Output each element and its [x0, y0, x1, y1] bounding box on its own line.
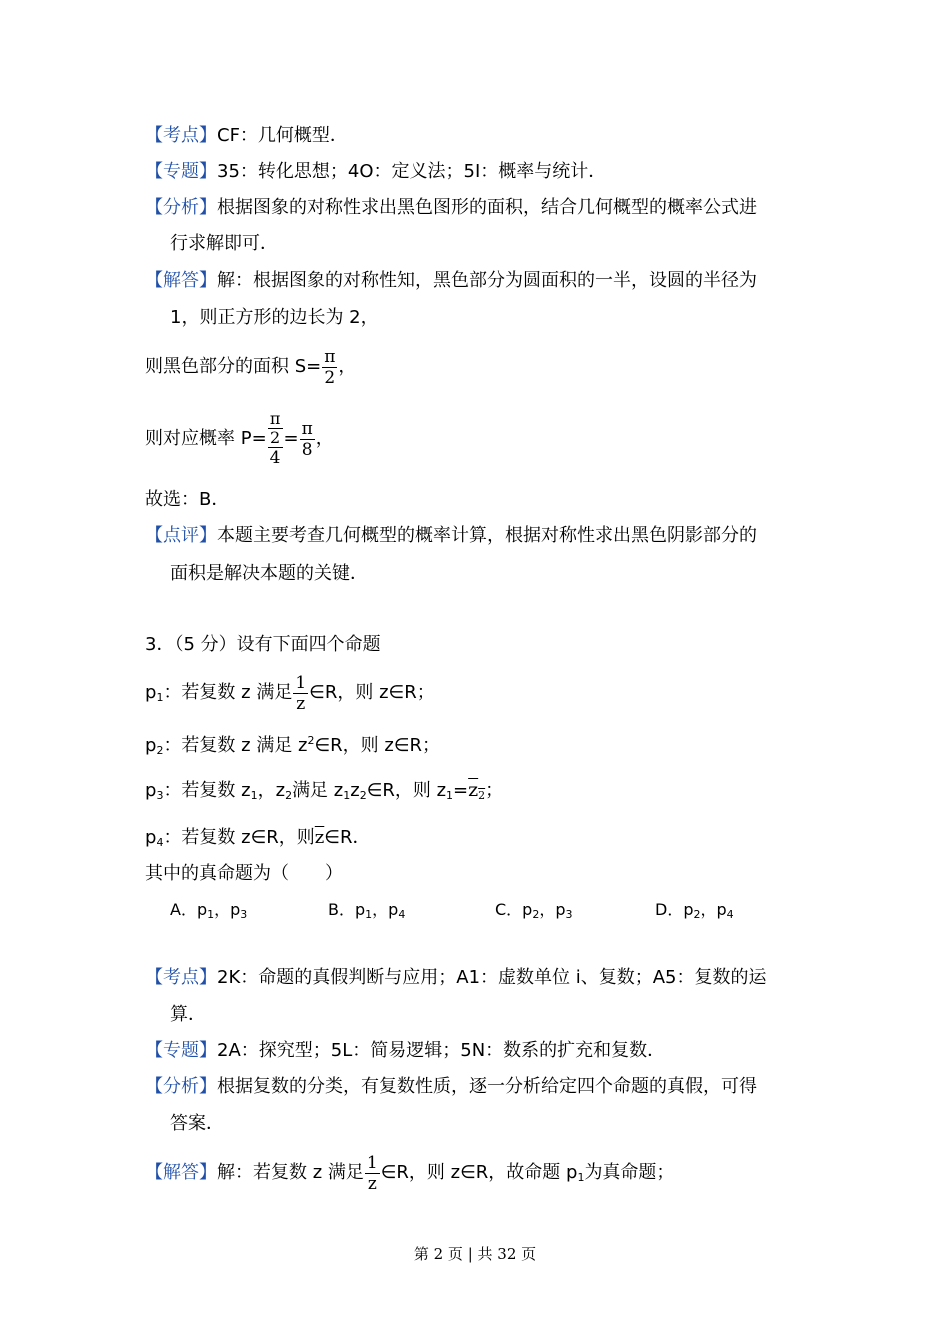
p4-text-end: ∈R． [324, 827, 371, 848]
dianping-text: 本题主要考查几何概型的概率计算，根据对称性求出黑色阴影部分的 [217, 525, 757, 546]
pi-over-2-fraction [322, 347, 337, 388]
kaodian-text-cont: 算． [170, 1004, 206, 1025]
question-ask: 其中的真命题为（ ） [145, 863, 343, 884]
question-stem: 3．（5 分）设有下面四个命题 [145, 634, 381, 655]
superscript: 2 [307, 734, 315, 747]
kaodian-line [145, 124, 348, 148]
fenxi-tag: 【分析】 [145, 1076, 217, 1097]
numerator: π [301, 418, 313, 439]
option-label: C．p [495, 900, 533, 919]
p3-text: 满足 z [292, 780, 344, 801]
p-label: p [145, 735, 157, 756]
p3-text: ：若复数 z [163, 780, 251, 801]
denominator: 8 [301, 439, 313, 460]
outer-denominator: 4 [269, 448, 281, 468]
jieda-text-post: ∈R，则 z∈R，故命题 p [380, 1162, 578, 1183]
jieda-line-3 [145, 1150, 674, 1196]
fenxi-tag: 【分析】 [145, 197, 217, 218]
option-c[interactable] [495, 899, 573, 926]
p2-text-end: ∈R，则 z∈R； [314, 735, 441, 756]
complex-fraction [268, 410, 283, 468]
p2-text: ：若复数 z 满足 z [163, 735, 308, 756]
kaodian-text: 2K：命题的真假判断与应用；A1：虚数单位 i、复数；A5：复数的运 [217, 967, 767, 988]
zhuanti-tag: 【专题】 [145, 161, 217, 182]
numerator: 1 [295, 672, 307, 693]
dianping-text-cont: 面积是解决本题的关键． [170, 563, 368, 584]
fenxi-text: 根据复数的分类，有复数性质，逐一分析给定四个命题的真假，可得 [217, 1076, 757, 1097]
subscript: 2 [532, 908, 540, 921]
p-subscript: 4 [156, 836, 164, 849]
proposition-p1 [145, 670, 435, 716]
equals: = [283, 428, 299, 449]
kaodian-text: CF：几何概型． [217, 125, 348, 146]
subscript: 1 [343, 789, 351, 802]
denominator: z [296, 693, 306, 714]
subscript: 1 [577, 1171, 585, 1184]
subscript: 1 [250, 789, 258, 802]
option-mid: ，p [700, 900, 727, 919]
subscript: 3 [565, 908, 573, 921]
prob-prefix: 则对应概率 P= [145, 428, 267, 449]
comma: ， [338, 356, 357, 377]
page-footer: 第 2 页 | 共 32 页 [413, 1245, 537, 1263]
p3-text: ∈R，则 z [366, 780, 447, 801]
jieda-text-cont: 1，则正方形的边长为 2， [170, 307, 379, 328]
jieda-tag: 【解答】 [145, 270, 217, 291]
probability-line [145, 404, 334, 474]
area-line [145, 344, 356, 390]
p4-text: ：若复数 z∈R，则 [163, 827, 315, 848]
p3-text: ，z [257, 780, 286, 801]
denominator: z [367, 1173, 377, 1194]
inner-denominator: 2 [269, 428, 281, 447]
option-a[interactable] [170, 899, 247, 926]
jieda-text: 解：根据图象的对称性知，黑色部分为圆面积的一半，设圆的半径为 [217, 270, 757, 291]
numerator: 1 [366, 1152, 378, 1173]
semicolon: ； [485, 780, 504, 801]
subscript: 3 [240, 908, 248, 921]
option-label: B．p [328, 900, 366, 919]
p-label: p [145, 780, 157, 801]
jieda-tag: 【解答】 [145, 1162, 217, 1183]
fenxi-line [145, 196, 757, 220]
pi-over-8-fraction [300, 419, 315, 460]
proposition-p3 [145, 778, 503, 808]
dianping-tag: 【点评】 [145, 525, 217, 546]
subscript: 1 [365, 908, 373, 921]
option-mid: ，p [214, 900, 241, 919]
p-subscript: 1 [156, 691, 164, 704]
area-prefix: 则黑色部分的面积 S= [145, 356, 322, 377]
fenxi-text-cont: 行求解即可． [170, 233, 278, 254]
conjugate-z: $\overline{z}$ [314, 827, 325, 848]
p-label: p [145, 682, 157, 703]
kaodian-tag: 【考点】 [145, 125, 217, 146]
zhuanti-text: 2A：探究型；5L：简易逻辑；5N：数系的扩充和复数． [217, 1040, 666, 1061]
subscript: 1 [207, 908, 215, 921]
zhuanti-line [145, 160, 606, 184]
subscript: 4 [726, 908, 734, 921]
option-label: D．p [655, 900, 694, 919]
denominator: 2 [324, 367, 336, 388]
option-mid: ，p [372, 900, 399, 919]
option-d[interactable] [655, 899, 734, 926]
inner-fraction [268, 410, 283, 447]
p1-text-end: ∈R，则 z∈R； [309, 682, 435, 703]
zhuanti-tag: 【专题】 [145, 1040, 217, 1061]
subscript: 2 [359, 789, 367, 802]
subscript: 1 [446, 789, 454, 802]
option-b[interactable] [328, 899, 405, 926]
option-mid: ，p [539, 900, 566, 919]
subscript: 4 [398, 908, 406, 921]
fenxi-text-cont: 答案． [170, 1113, 224, 1134]
p1-text: ：若复数 z 满足 [163, 682, 293, 703]
option-label: A．p [170, 900, 208, 919]
p-subscript: 3 [156, 789, 164, 802]
one-over-z-fraction [365, 1153, 380, 1194]
comma: ， [315, 428, 334, 449]
zhuanti-line-3 [145, 1039, 665, 1063]
subscript: 2 [693, 908, 701, 921]
answer-line: 故选：B． [145, 489, 230, 510]
proposition-p4 [145, 826, 370, 855]
subscript: 2 [285, 789, 293, 802]
p-subscript: 2 [156, 744, 164, 757]
equals: = [453, 780, 469, 801]
kaodian-line-3 [145, 966, 767, 990]
p-label: p [145, 827, 157, 848]
p3-text: z [350, 780, 360, 801]
zhuanti-text: 35：转化思想；4O：定义法；5I：概率与统计． [217, 161, 607, 182]
one-over-z-fraction [293, 673, 308, 714]
inner-numerator: π [269, 409, 281, 428]
fenxi-line-3 [145, 1075, 757, 1099]
jieda-text: 解：若复数 z 满足 [217, 1162, 364, 1183]
proposition-p2 [145, 729, 440, 763]
subscript: 2 [478, 789, 486, 802]
jieda-line [145, 269, 757, 293]
kaodian-tag: 【考点】 [145, 967, 217, 988]
dianping-line [145, 524, 757, 548]
fenxi-text: 根据图象的对称性求出黑色图形的面积，结合几何概型的概率公式进 [217, 197, 757, 218]
numerator: π [324, 346, 336, 367]
z: z [468, 779, 479, 801]
conjugate-z2 [468, 779, 485, 801]
jieda-text-end: 为真命题； [584, 1162, 675, 1183]
